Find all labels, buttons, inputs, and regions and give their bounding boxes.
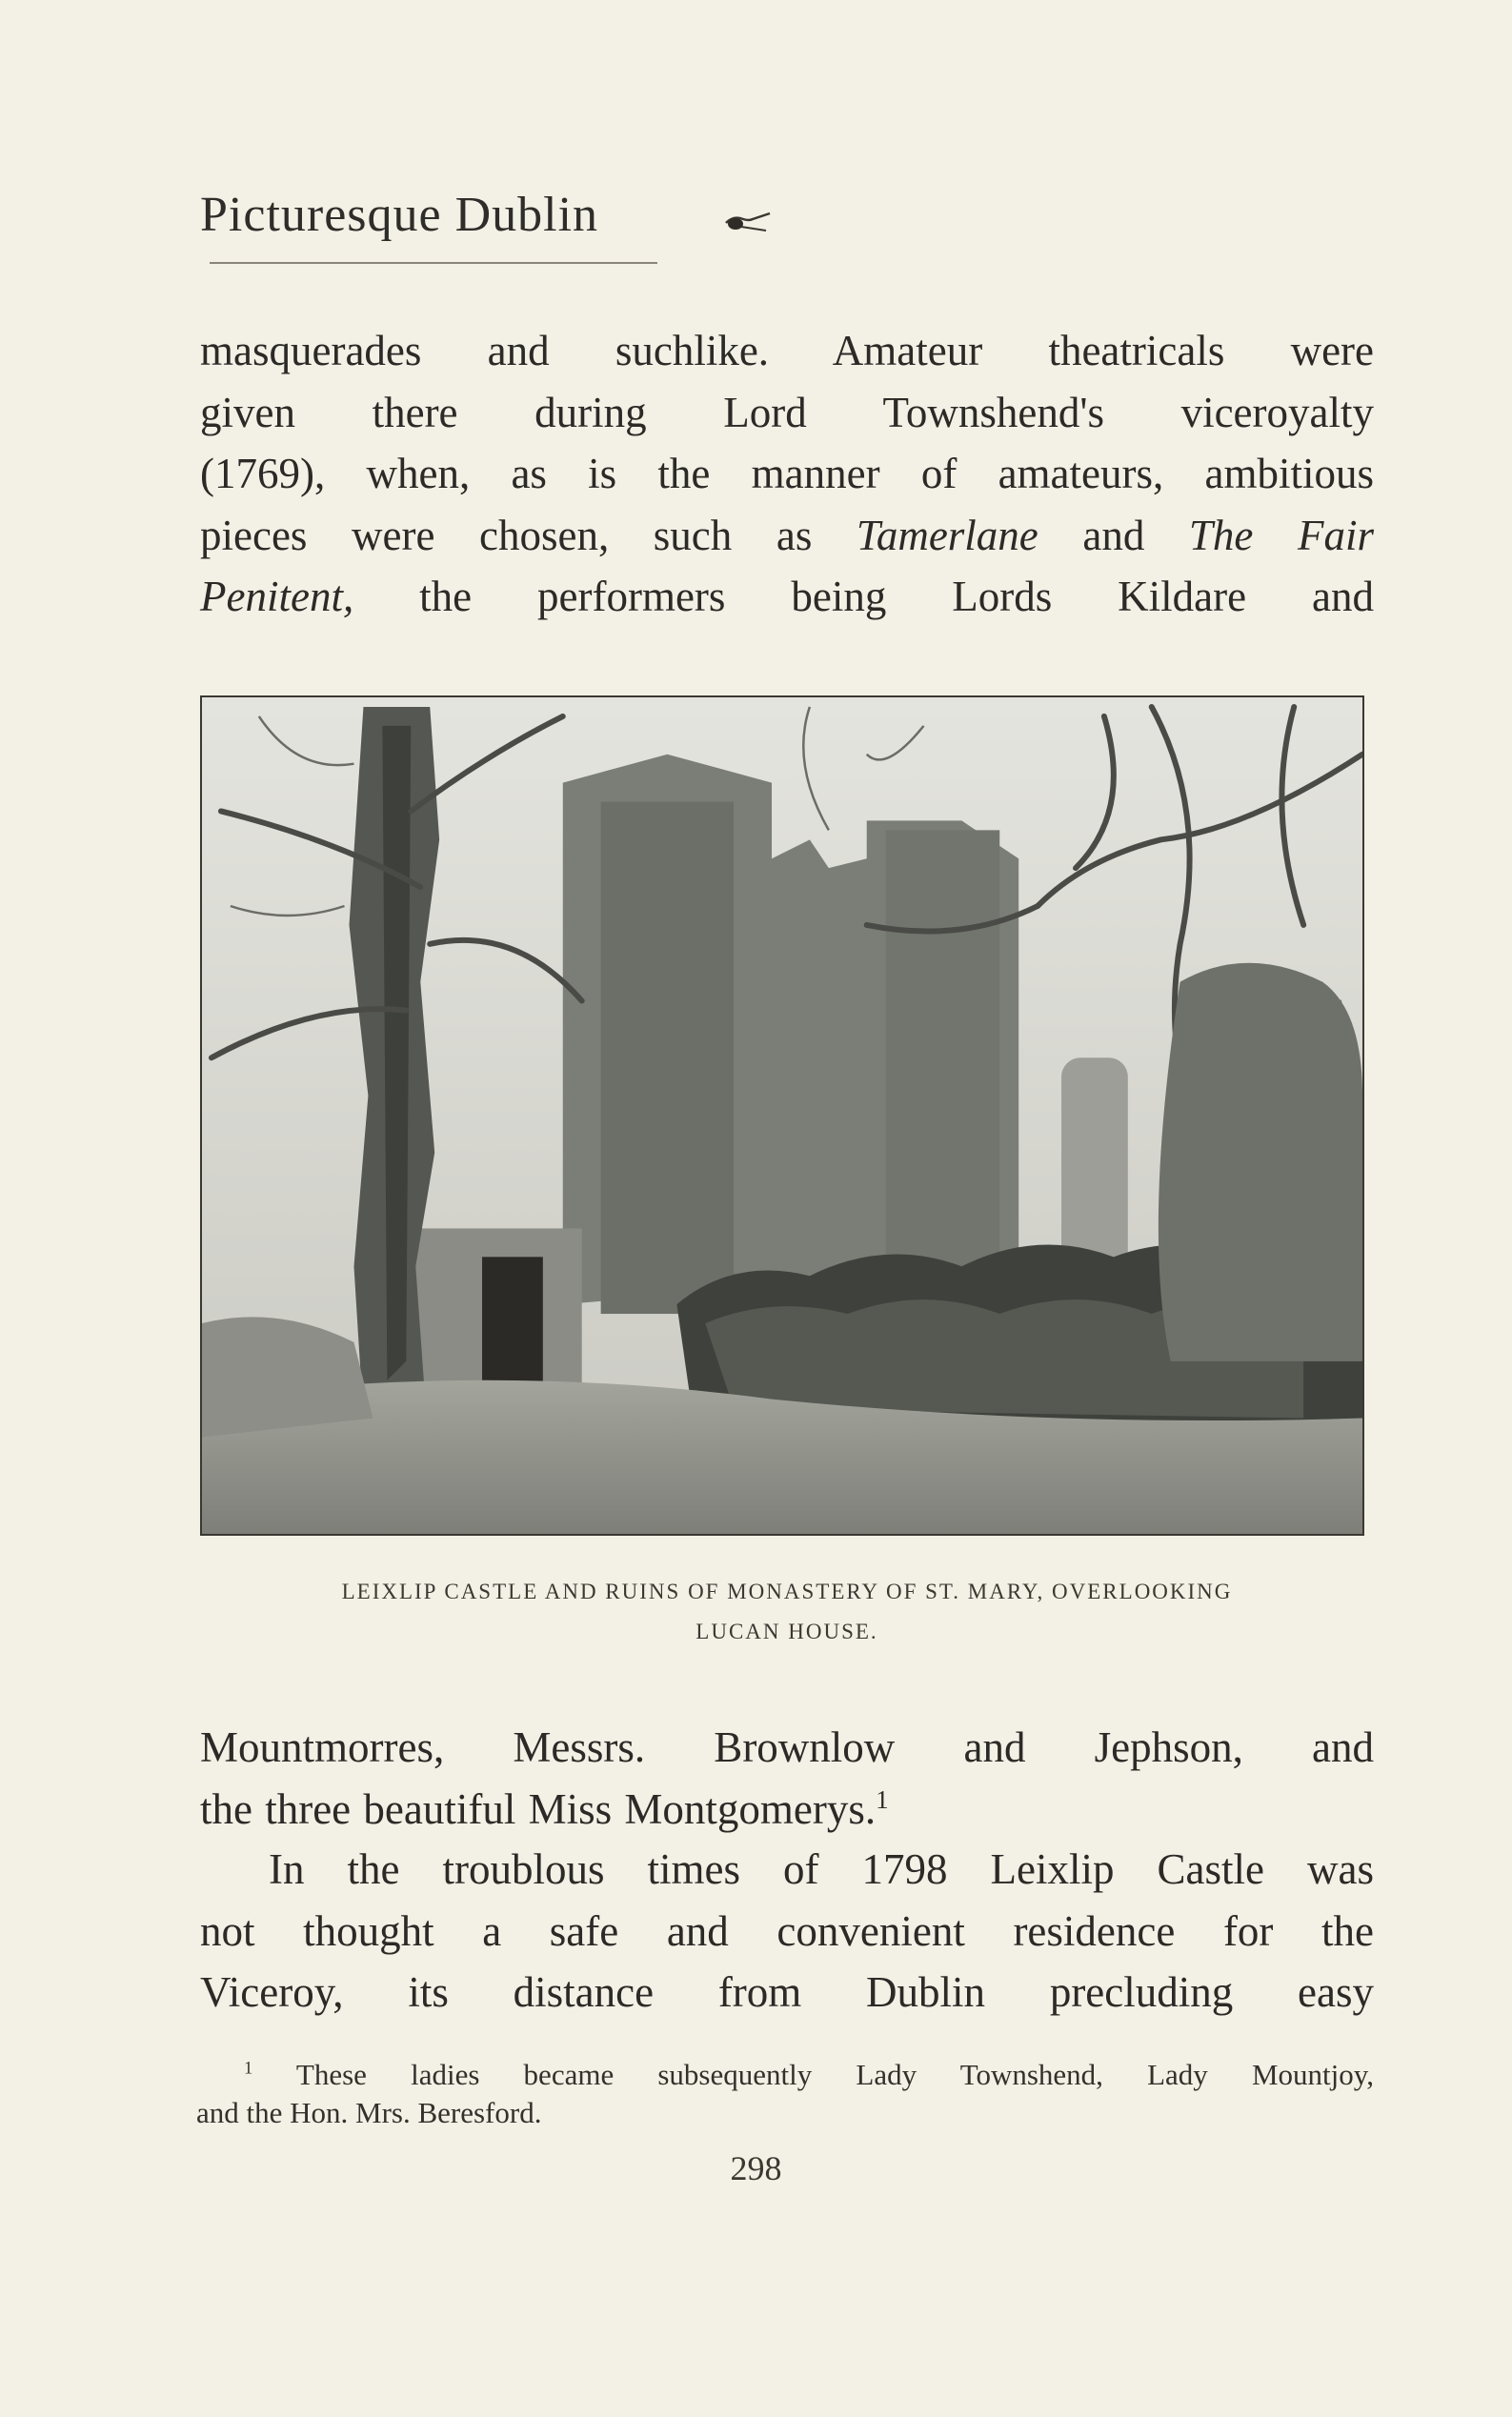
paragraph-3 — [200, 1839, 1374, 2024]
paragraph-1-line-4-mid: and — [1038, 511, 1189, 559]
paragraph-1-line-5-end: the performers being Lords Kildare and — [353, 573, 1374, 620]
paragraph-1 — [200, 320, 1374, 628]
italic-title-fair-part2: Penitent, — [200, 573, 354, 620]
italic-title-fair-part1: The Fair — [1188, 511, 1374, 559]
paragraph-3-line-3: Viceroy, its distance from Dublin precluding easy — [200, 1968, 1374, 2016]
paragraph-2-line-2-text: the three beautiful Miss Montgomerys. — [200, 1784, 877, 1833]
paragraph-1-line-1: masquerades and suchlike. Amateur theatricals were — [200, 327, 1374, 374]
paragraph-3-line-1: In the troublous times of 1798 Leixlip Castle was — [269, 1845, 1374, 1893]
footnote-mark: 1 — [244, 2058, 253, 2079]
figure-caption-line-2: LUCAN HOUSE. — [696, 1620, 878, 1643]
footnote — [196, 2056, 1374, 2132]
castle-ruins-photograph — [200, 695, 1364, 1536]
paragraph-1-line-3: (1769), when, as is the manner of amateurs, ambitious — [200, 450, 1374, 497]
paragraph-1-line-4-start: pieces were chosen, such as — [200, 511, 857, 559]
footnote-line-2: and the Hon. Mrs. Beresford. — [196, 2096, 542, 2129]
italic-title-tamerlane: Tamerlane — [856, 511, 1038, 559]
running-head-title: Picturesque Dublin — [200, 188, 599, 242]
footnote-line-1 — [196, 2056, 1374, 2094]
paragraph-1-line-2: given there during Lord Townshend's viceroyalty — [200, 388, 1374, 436]
paragraph-2-line-1: Mountmorres, Messrs. Brownlow and Jephson, and — [200, 1723, 1374, 1771]
footnote-line-1-text: These ladies became subsequently Lady Townshend, Lady Mountjoy, — [252, 2058, 1374, 2091]
castle-ruins-illustration — [202, 697, 1362, 1534]
page-number: 298 — [730, 2149, 782, 2187]
paragraph-1-line-4 — [200, 505, 1374, 567]
hand-ornament-icon — [724, 210, 772, 234]
paragraph-2-line-2 — [200, 1779, 1374, 1841]
running-head-rule — [210, 262, 657, 264]
footnote-reference-mark: 1 — [876, 1784, 889, 1814]
paragraph-3-line-2: not thought a safe and convenient residence for the — [200, 1906, 1374, 1955]
figure-caption-line-1: LEIXLIP CASTLE AND RUINS OF MONASTERY OF ST. MARY, OVERLOOKING — [341, 1580, 1233, 1603]
paragraph-1-line-5 — [200, 566, 1374, 628]
paragraph-2 — [200, 1717, 1374, 1840]
